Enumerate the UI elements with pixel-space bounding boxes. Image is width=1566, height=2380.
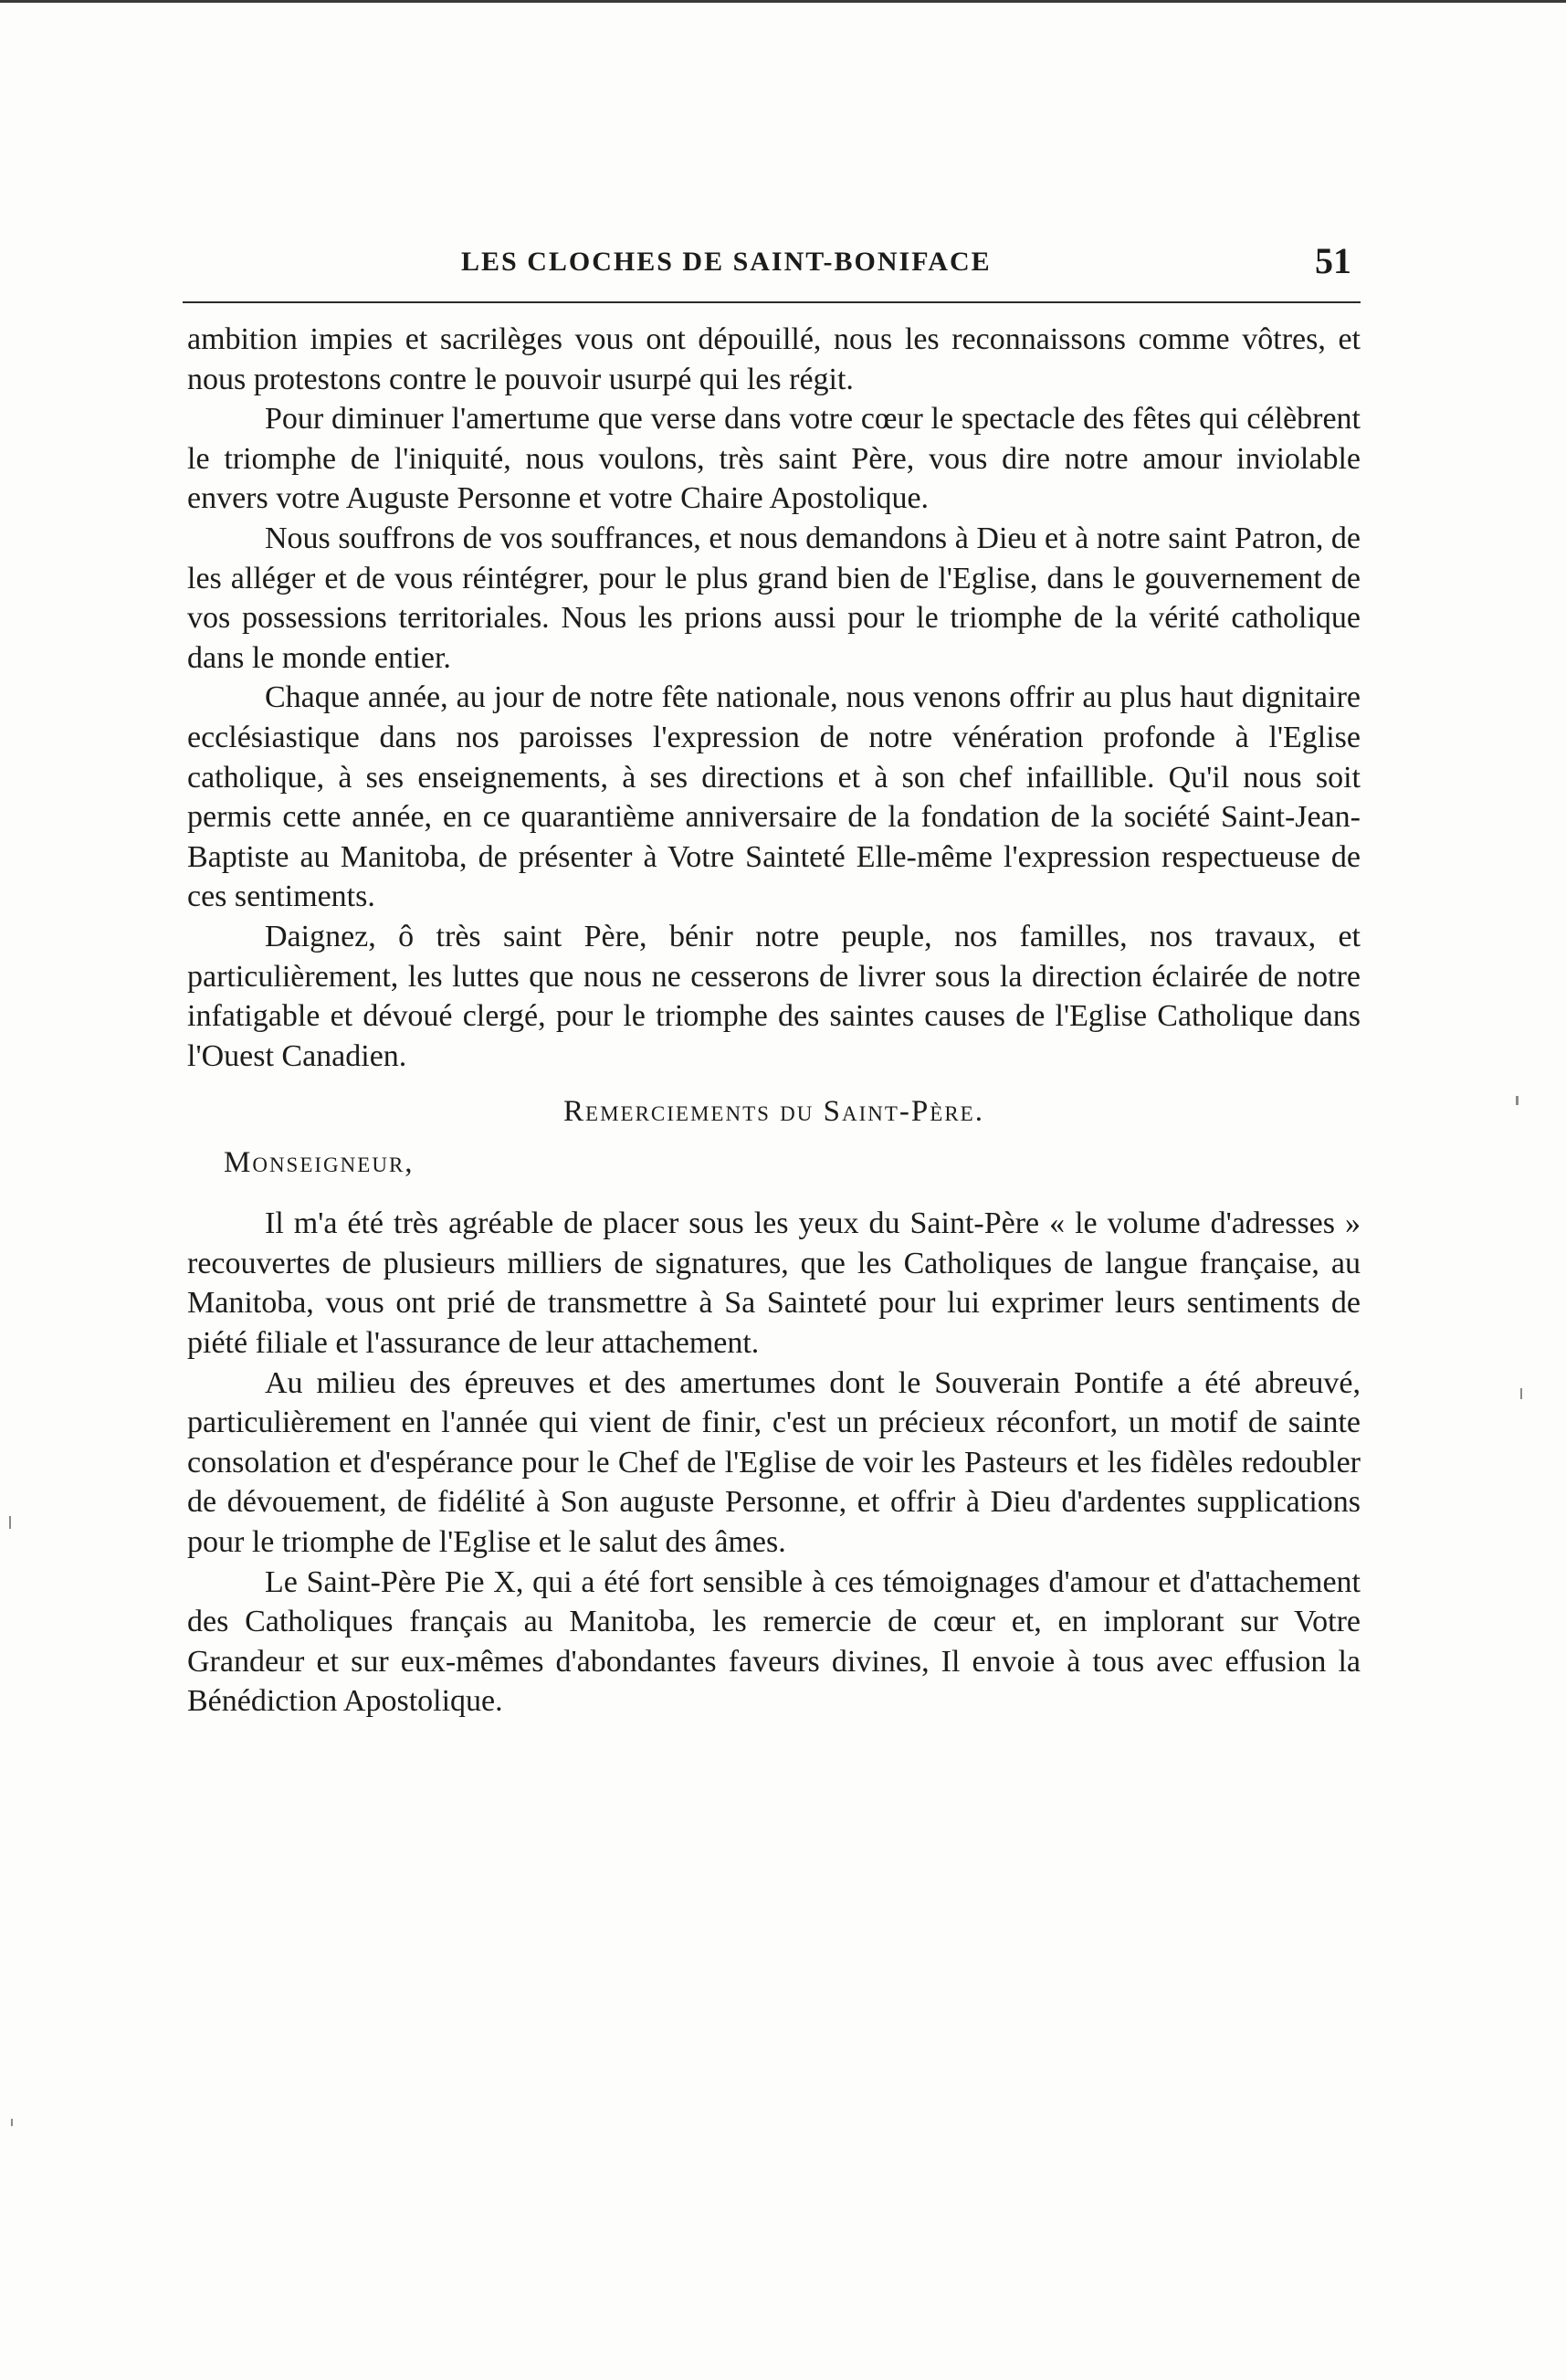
reply-paragraph: Il m'a été très agréable de placer sous les yeux du Saint-Père « le volume d'adresses » recouvertes de plusieurs milliers de signatures, que les Catholiques de langue française, au Manitoba, vous ont prié de transmettre à Sa Sainteté pour lui exprimer leurs sentiments de piété filiale et l'assurance de leur attachement. (187, 1206, 1361, 1361)
scan-speck (11, 2119, 13, 2126)
paragraph: Daignez, ô très saint Père, bénir notre peuple, nos familles, nos travaux, et particulièrement, les luttes que nous ne cesserons de livrer sous la direction éclairée de notre infatigable et dévoué clergé, pour le triomphe des saintes causes de l'Eglise Catholique dans l'Ouest Canadien. (187, 919, 1361, 1073)
scan-speck (9, 1516, 11, 1529)
reply-paragraph: Au milieu des épreuves et des amertumes dont le Souverain Pontife a été abreuvé, particulièrement en l'année qui vient de finir, c'est un précieux réconfort, un motif de sainte consolation et d'espérance pour le Chef de l'Eglise de voir les Pasteurs et les fidèles redoubler de dévouement, de fidélité à Son auguste Personne, et offrir à Dieu d'ardentes supplications pour le triomphe de l'Eglise et le salut des âmes. (187, 1365, 1361, 1560)
section-heading: Remerciements du Saint-Père. (563, 1095, 984, 1129)
scan-speck (1516, 1096, 1519, 1105)
page-top-edge (0, 0, 1566, 3)
paragraph: Pour diminuer l'amertume que verse dans votre cœur le spectacle des fêtes qui célèbrent le triomphe de l'iniquité, nous voulons, très saint Père, vous dire notre amour inviolable envers votre Auguste Personne et votre Chaire Apostolique. (187, 402, 1361, 516)
running-title: LES CLOCHES DE SAINT-BONIFACE (461, 247, 992, 277)
header-rule (183, 301, 1361, 303)
paragraph: Chaque année, au jour de notre fête nationale, nous venons offrir au plus haut dignitaire ecclésiastique dans nos paroisses l'expression de notre vénération profonde à l'Eglise catholique, à ses enseignements, à ses directions et à son chef infaillible. Qu'il nous soit permis cette année, en ce quarantième anniversaire de la fondation de la société Saint-Jean-Baptiste au Manitoba, de présenter à Votre Sainteté Elle-même l'expression respectueuse de ces sentiments. (187, 680, 1361, 914)
running-head (183, 239, 1351, 294)
paragraph-continuation: ambition impies et sacrilèges vous ont dépouillé, nous les reconnaissons comme vôtres, et nous protestons contre le pouvoir usurpé qui les régit. (187, 322, 1361, 396)
salutation: Monseigneur, (224, 1146, 415, 1180)
scan-speck (1520, 1388, 1522, 1399)
page-number: 51 (1315, 240, 1351, 281)
body-text (187, 320, 1361, 1722)
paragraph: Nous souffrons de vos souffrances, et nous demandons à Dieu et à notre saint Patron, de les alléger et de vous réintégrer, pour le plus grand bien de l'Eglise, dans le gouvernement de vos possessions territoriales. Nous les prions aussi pour le triomphe de la vérité catholique dans le monde entier. (187, 521, 1361, 675)
reply-paragraph: Le Saint-Père Pie X, qui a été fort sensible à ces témoignages d'amour et d'attachement des Catholiques français au Manitoba, les remercie de cœur et, en implorant sur Votre Grandeur et sur eux-mêmes d'abondantes faveurs divines, Il envoie à tous avec effusion la Bénédiction Apostolique. (187, 1564, 1361, 1719)
